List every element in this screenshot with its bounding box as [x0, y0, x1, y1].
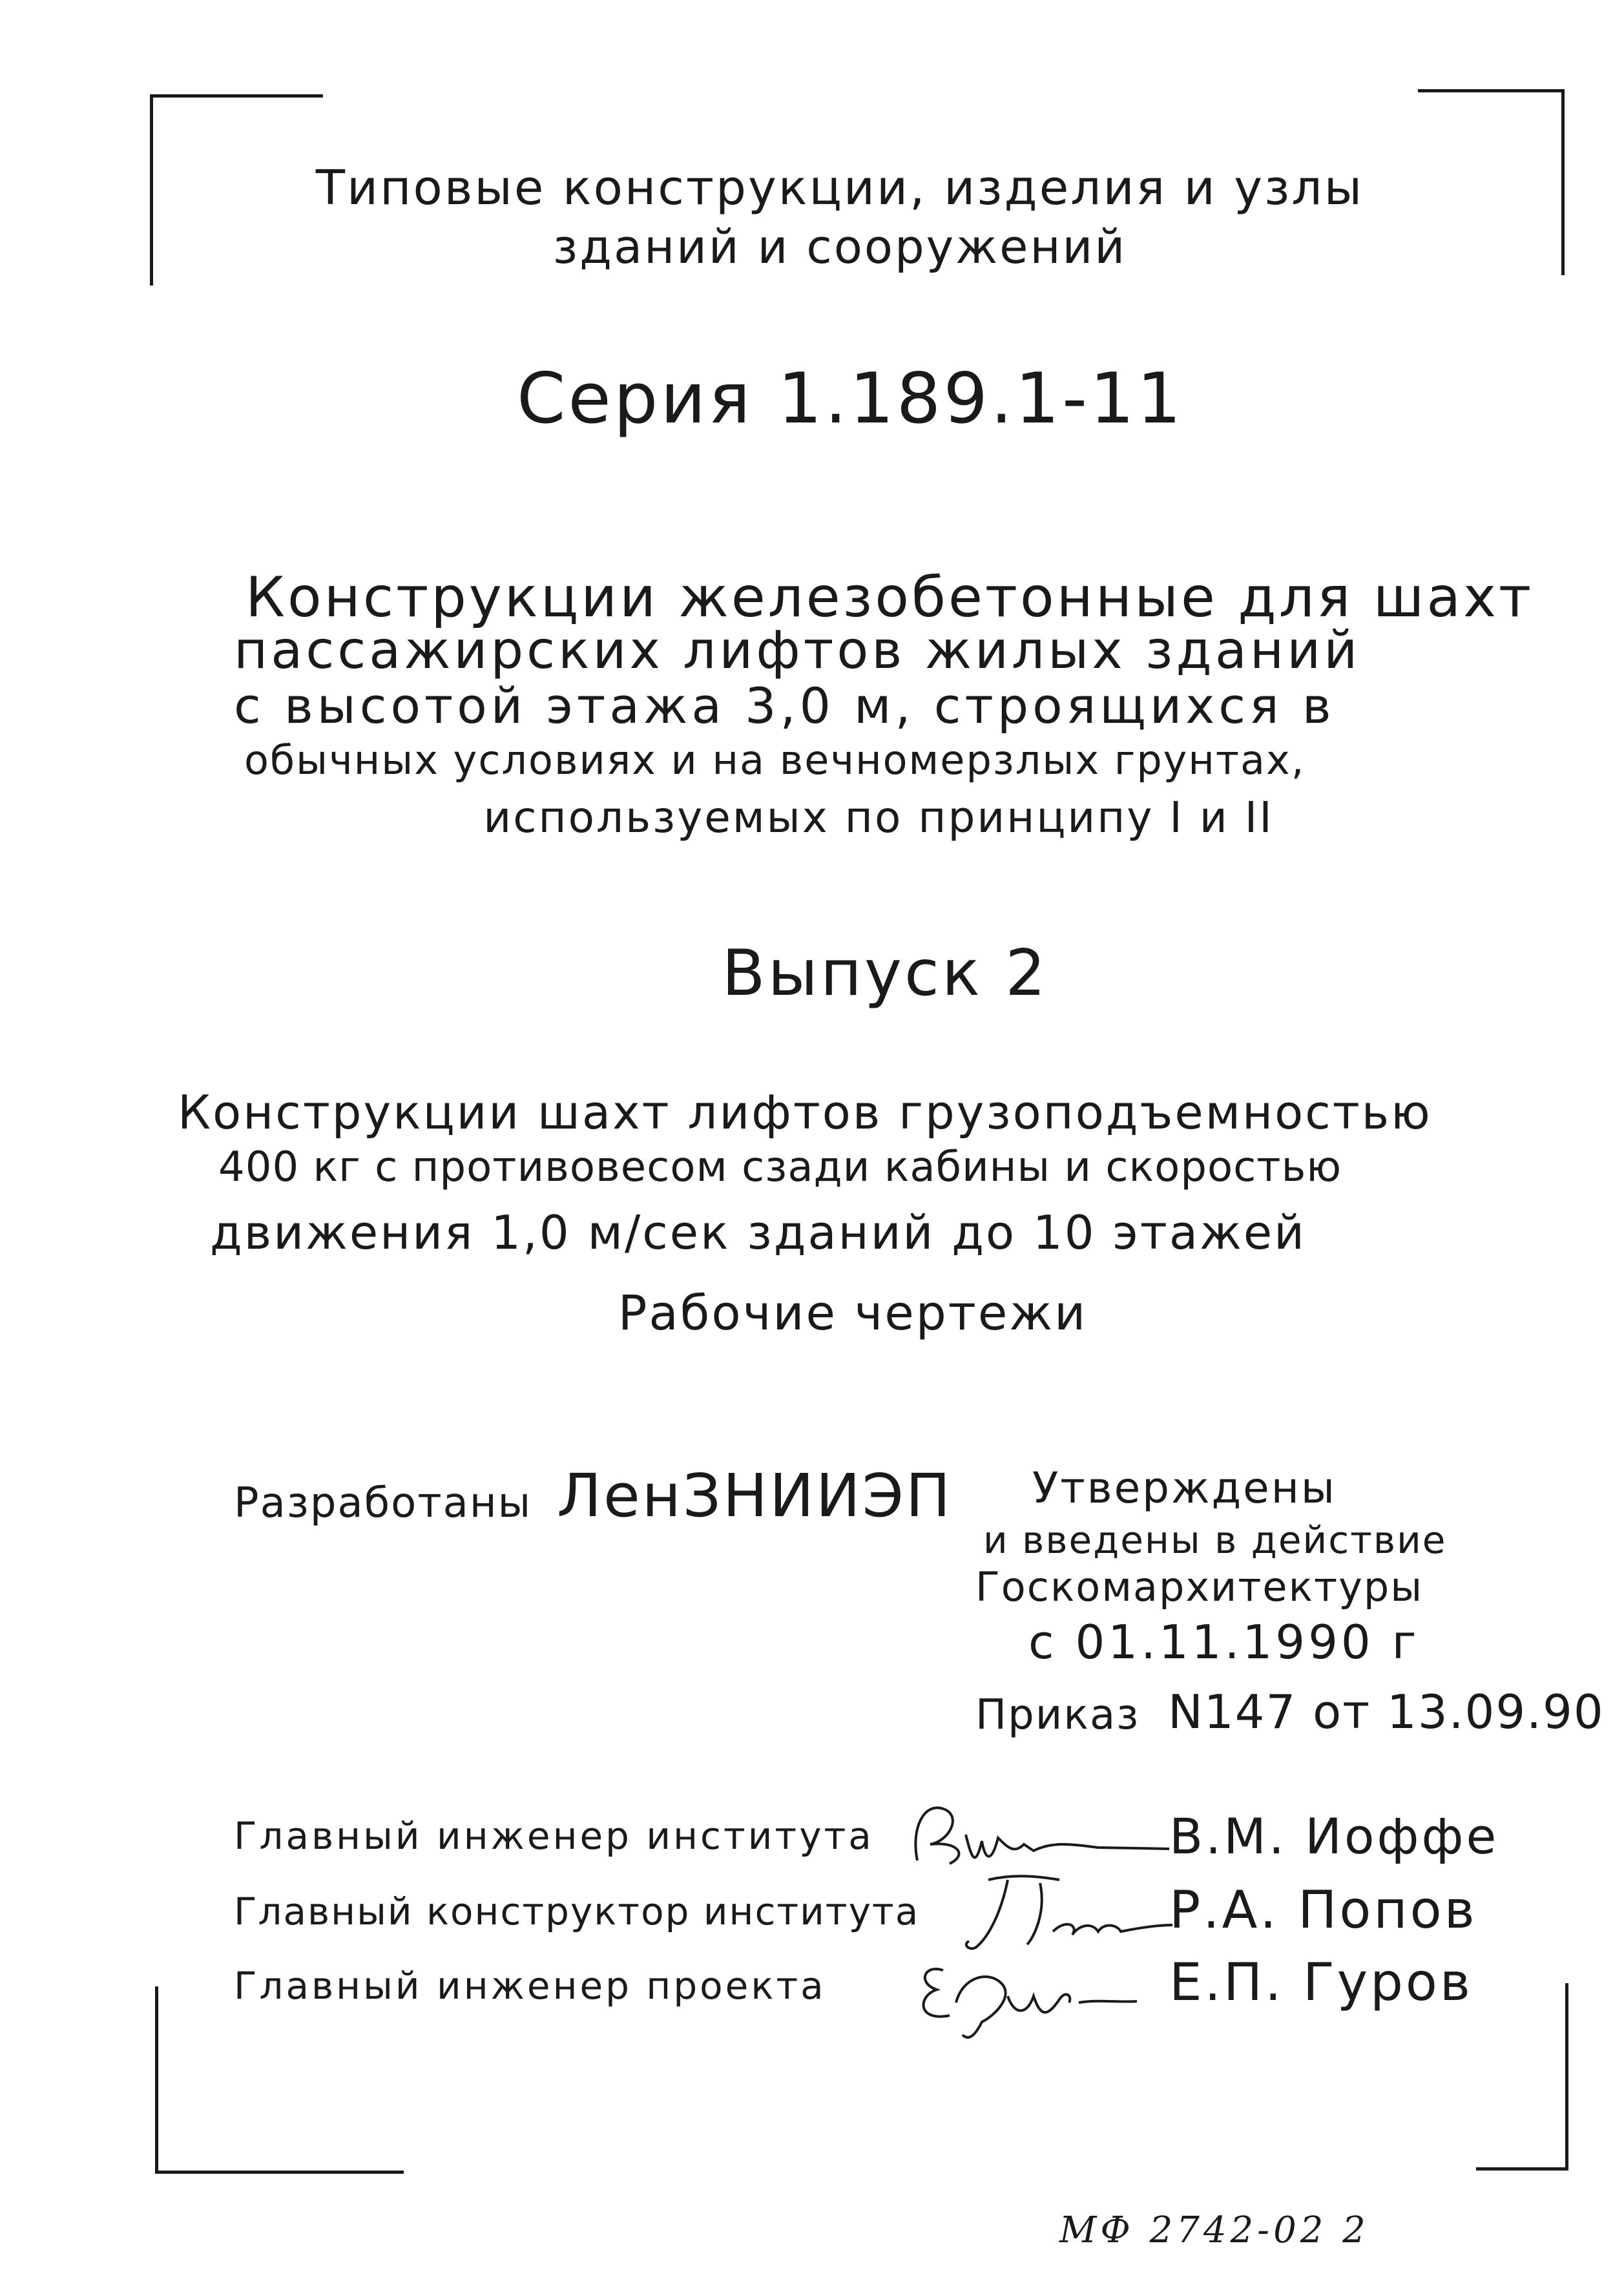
main-title-line-4: обычных условиях и на вечномерзлых грунтах, — [244, 736, 1306, 784]
main-title-line-3: с высотой этажа 3,0 м, строящихся в — [234, 677, 1335, 734]
approval-date: с 01.11.1990 г — [1028, 1615, 1420, 1669]
approved-line-1: Утверждены — [1032, 1463, 1337, 1513]
order-label: Приказ — [975, 1691, 1140, 1739]
signature-gurov — [904, 1938, 1176, 2048]
issue-title-line-2: 400 кг с противовесом сзади кабины и скоростью — [218, 1143, 1342, 1191]
issue-title-line-3: движения 1,0 м/сек зданий до 10 этажей — [210, 1205, 1306, 1260]
series-title: Серия 1.189.1-11 — [517, 359, 1184, 439]
main-title-line-1: Конструкции железобетонные для шахт — [245, 565, 1534, 630]
signature-role-chief-engineer: Главный инженер института — [234, 1814, 874, 1858]
header-line-1: Типовые конструкции, изделия и узлы — [315, 160, 1364, 216]
frame-top-left-vertical — [150, 94, 153, 286]
developed-by-label: Разработаны — [234, 1479, 532, 1527]
signature-role-chief-project-engineer: Главный инженер проекта — [234, 1964, 826, 2008]
frame-bottom-left-horizontal — [155, 2171, 404, 2174]
order-number: N147 от 13.09.90 — [1168, 1685, 1605, 1739]
developer-organization: ЛенЗНИИЭП — [557, 1461, 953, 1530]
frame-bottom-left-vertical — [155, 1986, 158, 2174]
main-title-line-5: используемых по принципу I и II — [483, 793, 1274, 842]
signature-role-chief-designer: Главный конструктор института — [234, 1890, 920, 1933]
frame-bottom-right-horizontal — [1476, 2167, 1568, 2171]
frame-top-right-vertical — [1561, 89, 1565, 275]
frame-top-right-horizontal — [1418, 89, 1563, 92]
frame-bottom-right-vertical — [1565, 1983, 1568, 2171]
signature-name-popov: Р.А. Попов — [1169, 1880, 1477, 1940]
document-code: МФ 2742-02 2 — [1059, 2209, 1369, 2251]
signature-name-ioffe: В.М. Иоффе — [1169, 1807, 1499, 1865]
working-drawings-label: Рабочие чертежи — [618, 1286, 1088, 1341]
main-title-line-2: пассажирских лифтов жилых зданий — [234, 620, 1361, 680]
issue-number: Выпуск 2 — [722, 937, 1048, 1010]
frame-top-left-horizontal — [150, 94, 323, 98]
header-line-2: зданий и сооружений — [552, 220, 1127, 274]
signature-name-gurov: Е.П. Гуров — [1169, 1952, 1473, 2012]
approved-line-2: и введены в действие — [983, 1518, 1447, 1562]
approved-line-3: Госкомархитектуры — [975, 1563, 1424, 1610]
issue-title-line-1: Конструкции шахт лифтов грузоподъемностью — [178, 1085, 1432, 1140]
